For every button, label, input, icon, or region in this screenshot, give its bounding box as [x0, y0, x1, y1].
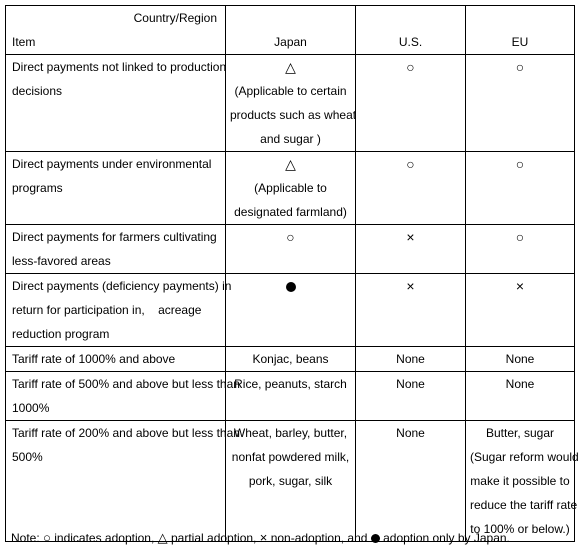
table-row — [6, 152, 575, 225]
item-label-line: less-favored areas — [12, 254, 111, 268]
table-row — [6, 55, 575, 152]
cell-text-line: Konjac, beans — [252, 352, 329, 366]
adoption-icon: ○ — [43, 530, 51, 545]
item-label-line: 500% — [12, 450, 43, 464]
japan-cell — [226, 372, 356, 421]
item-cell — [6, 372, 240, 421]
eu-cell — [466, 347, 575, 372]
partial-adoption-icon: △ — [157, 530, 168, 545]
table-row — [6, 274, 575, 347]
comparison-table-wrapper — [5, 5, 579, 542]
cell-text-line: (Sugar reform would — [470, 450, 579, 464]
adoption-icon: ○ — [515, 229, 525, 245]
non-adoption-icon: × — [406, 278, 415, 294]
cell-text-line: Butter, sugar — [485, 426, 555, 440]
us-cell — [356, 55, 466, 152]
item-cell — [6, 421, 240, 542]
cell-text-line: designated farmland) — [234, 205, 347, 219]
table-note — [11, 528, 510, 548]
non-adoption-icon: × — [515, 278, 525, 294]
adoption-icon: ○ — [406, 156, 415, 172]
table-row — [6, 225, 575, 274]
cell-text-line: Rice, peanuts, starch — [234, 377, 347, 391]
item-cell — [6, 274, 232, 347]
note-non: non-adoption, and — [270, 531, 368, 545]
cell-text-line: None — [505, 377, 535, 391]
cell-text-line: Wheat, barley, butter, — [233, 426, 348, 440]
cell-text-line: reduce the tariff rate — [470, 498, 578, 512]
japan-cell — [226, 55, 356, 152]
cell-text-line: nonfat powdered milk, — [231, 450, 350, 464]
cell-text-line: to 100% or below.) — [470, 522, 570, 536]
item-label-line: decisions — [12, 84, 63, 98]
item-label-line: 1000% — [12, 401, 50, 415]
note-adoption: indicates adoption, — [54, 531, 155, 545]
japan-cell — [226, 347, 356, 372]
japan-cell — [226, 152, 356, 225]
table-row — [6, 372, 575, 421]
region-header-label: Country/Region — [133, 11, 217, 25]
item-cell — [6, 225, 226, 274]
item-cell — [6, 347, 226, 372]
eu-cell — [466, 421, 579, 542]
table-row — [6, 421, 575, 542]
eu-cell — [466, 372, 575, 421]
partial-adoption-icon: △ — [285, 156, 296, 172]
cell-text-line: make it possible to — [470, 474, 570, 488]
us-cell — [356, 225, 466, 274]
item-cell — [6, 152, 226, 225]
note-partial: partial adoption, — [171, 531, 257, 545]
header-row — [6, 6, 575, 55]
item-label-line: Tariff rate of 500% and above but less than — [12, 377, 240, 391]
us-cell — [356, 274, 466, 347]
item-label-line: Tariff rate of 200% and above but less than — [12, 426, 240, 440]
japan-only-icon — [371, 531, 380, 545]
partial-adoption-icon: △ — [285, 59, 296, 75]
japan-header: Japan — [226, 6, 356, 55]
japan-cell — [226, 421, 356, 542]
item-label-line: Direct payments not linked to production — [12, 60, 227, 74]
cell-text-line: pork, sugar, silk — [248, 474, 333, 488]
japan-only-icon — [230, 274, 351, 298]
adoption-icon: ○ — [515, 156, 525, 172]
eu-header: EU — [466, 6, 575, 55]
cell-text-line: None — [505, 352, 535, 366]
header-corner-cell — [6, 6, 226, 55]
cell-text-line: products such as wheat — [230, 108, 357, 122]
table-row — [6, 347, 575, 372]
non-adoption-icon: × — [406, 229, 415, 245]
item-label-line: Tariff rate of 1000% and above — [12, 352, 176, 366]
cell-text-line: None — [396, 426, 425, 440]
adoption-icon: ○ — [406, 59, 415, 75]
item-label-line: Direct payments for farmers cultivating — [12, 230, 217, 244]
note-prefix: Note: — [11, 531, 40, 545]
us-cell — [356, 372, 466, 421]
cell-text-line: None — [396, 377, 425, 391]
eu-cell — [466, 55, 575, 152]
eu-cell — [466, 274, 575, 347]
adoption-icon: ○ — [286, 229, 295, 245]
adoption-icon: ○ — [515, 59, 525, 75]
japan-cell — [226, 225, 356, 274]
item-label-line: reduction program — [12, 327, 110, 341]
cell-text-line: (Applicable to certain — [234, 84, 347, 98]
non-adoption-icon: × — [259, 530, 268, 545]
item-label-line: programs — [12, 181, 63, 195]
item-label-line: Direct payments under environmental — [12, 157, 212, 171]
eu-cell — [466, 152, 575, 225]
japan-cell — [226, 274, 356, 347]
us-cell — [356, 347, 466, 372]
item-cell — [6, 55, 226, 152]
item-header-label: Item — [12, 35, 36, 49]
us-cell — [356, 152, 466, 225]
us-cell — [356, 421, 466, 542]
note-japan-only: adoption only by Japan. — [383, 531, 510, 545]
us-header: U.S. — [356, 6, 466, 55]
cell-text-line: None — [396, 352, 425, 366]
eu-cell — [466, 225, 575, 274]
policy-comparison-table — [5, 5, 579, 542]
cell-text-line: (Applicable to — [254, 181, 327, 195]
item-label-line: return for participation in, acreage — [12, 303, 202, 317]
cell-text-line: and sugar ) — [260, 132, 321, 146]
item-label-line: Direct payments (deficiency payments) in — [12, 279, 232, 293]
